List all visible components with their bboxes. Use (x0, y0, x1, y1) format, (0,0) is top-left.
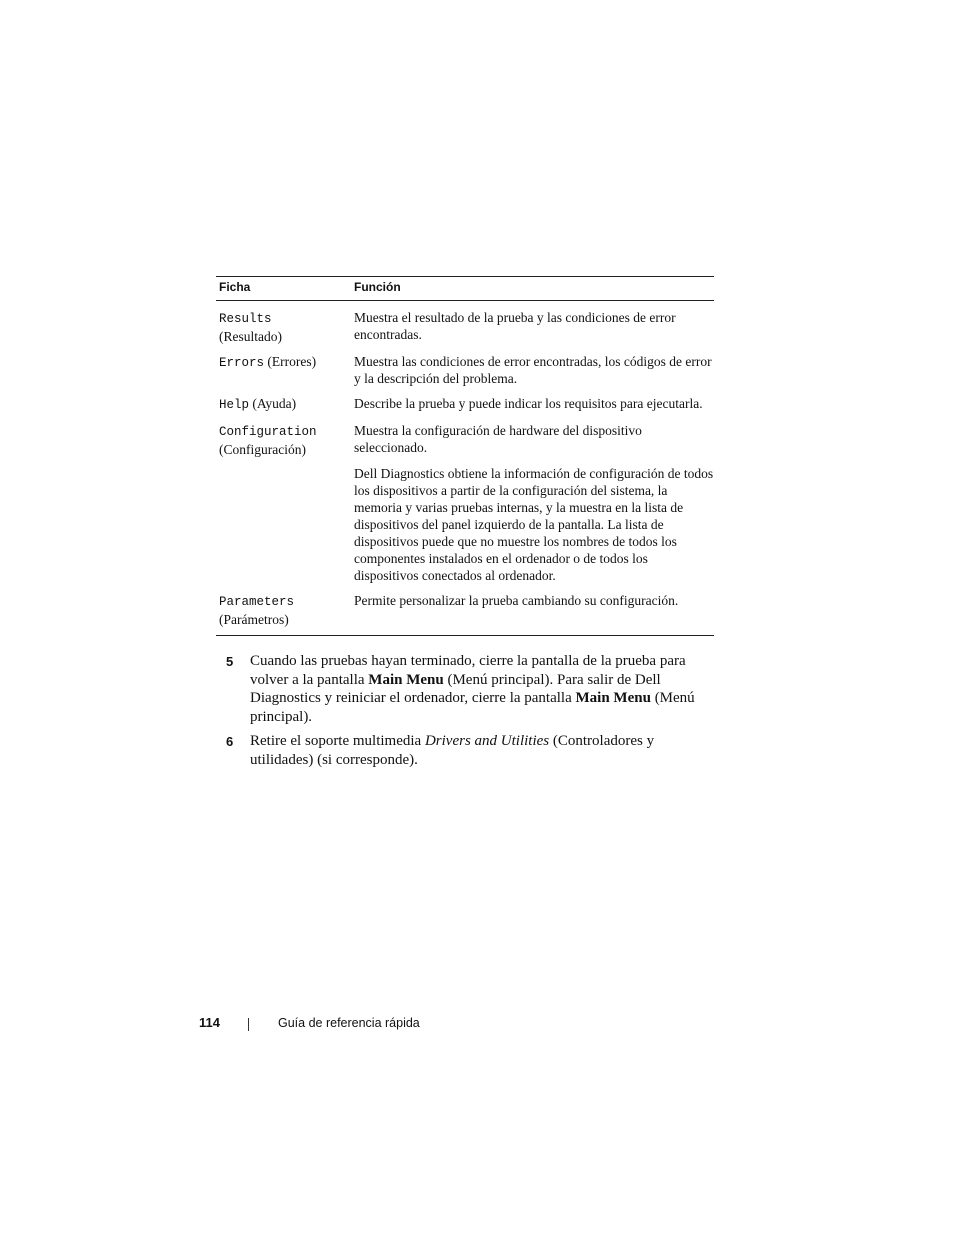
step-5 (226, 652, 716, 726)
step-6 (226, 732, 716, 769)
footer-title: Guía de referencia rápida (278, 1016, 420, 1030)
tab-cell (216, 301, 352, 346)
tab-cell (216, 584, 352, 636)
empty-tab-cell (216, 458, 352, 584)
step-number: 6 (226, 734, 234, 750)
footer-separator (248, 1018, 249, 1031)
table-row-continuation (216, 458, 714, 584)
table-row (216, 345, 714, 387)
tab-code: Parameters (219, 595, 295, 609)
tab-cell (216, 345, 352, 387)
page-number: 114 (199, 1015, 220, 1030)
tab-label: (Ayuda) (252, 396, 297, 411)
main-menu-term: Main Menu (368, 671, 444, 688)
tab-code: Results (219, 312, 272, 326)
tab-code: Errors (219, 356, 265, 370)
function-cell-extra: Dell Diagnostics obtiene la información de configuración de todos los dispositivos a partir de la configuración del sistema, la memoria y varias pruebas internas, y la muestra en la lista de dispositivos del panel izquierdo de la pantalla. La lista de dispositivos puede que no muestre los nombres de todos los componentes instalados en el ordenador o de todos los dispositivos conectados al ordenador. (354, 466, 714, 583)
table-header-row (216, 277, 714, 301)
step-text: (Controladores y utilidades) (si corresponde). (250, 733, 655, 768)
table-row (216, 414, 714, 458)
tab-label: (Configuración) (219, 442, 306, 457)
function-cell: Muestra las condiciones de error encontradas, los códigos de error y la descripción del problema. (354, 354, 712, 386)
table-row (216, 301, 714, 346)
procedure-steps (226, 652, 716, 776)
media-title: Drivers and Utilities (424, 733, 550, 750)
table-row (216, 387, 714, 414)
header-funcion: Función (352, 277, 714, 301)
header-ficha: Ficha (216, 277, 352, 301)
tab-cell (216, 387, 352, 414)
function-cell: Describe la prueba y puede indicar los requisitos para ejecutarla. (354, 396, 703, 411)
tab-label: (Parámetros) (219, 612, 289, 627)
main-menu-term: Main Menu (575, 690, 651, 707)
tab-label: (Resultado) (219, 329, 282, 344)
tab-label: (Errores) (267, 354, 317, 369)
tab-function-table (216, 276, 714, 636)
step-text: (Menú principal). Para salir de Dell Diagnostics y reiniciar el ordenador, cierre la pantalla (250, 671, 661, 707)
step-number: 5 (226, 654, 234, 669)
function-cell: Muestra la configuración de hardware del dispositivo seleccionado. (354, 423, 642, 455)
step-text: Cuando las pruebas hayan terminado, cierre la pantalla de la prueba para volver a la pantalla (250, 653, 686, 688)
function-cell: Muestra el resultado de la prueba y las condiciones de error encontradas. (354, 310, 676, 342)
tab-cell (216, 414, 352, 458)
step-text: (Menú principal). (250, 690, 695, 725)
function-cell: Permite personalizar la prueba cambiando su configuración. (352, 584, 714, 636)
table-row (216, 584, 714, 636)
tab-function-table-container (216, 276, 714, 636)
step-text: Retire el soporte multimedia (250, 733, 425, 750)
tab-code: Configuration (219, 425, 317, 439)
tab-code: Help (219, 398, 250, 412)
